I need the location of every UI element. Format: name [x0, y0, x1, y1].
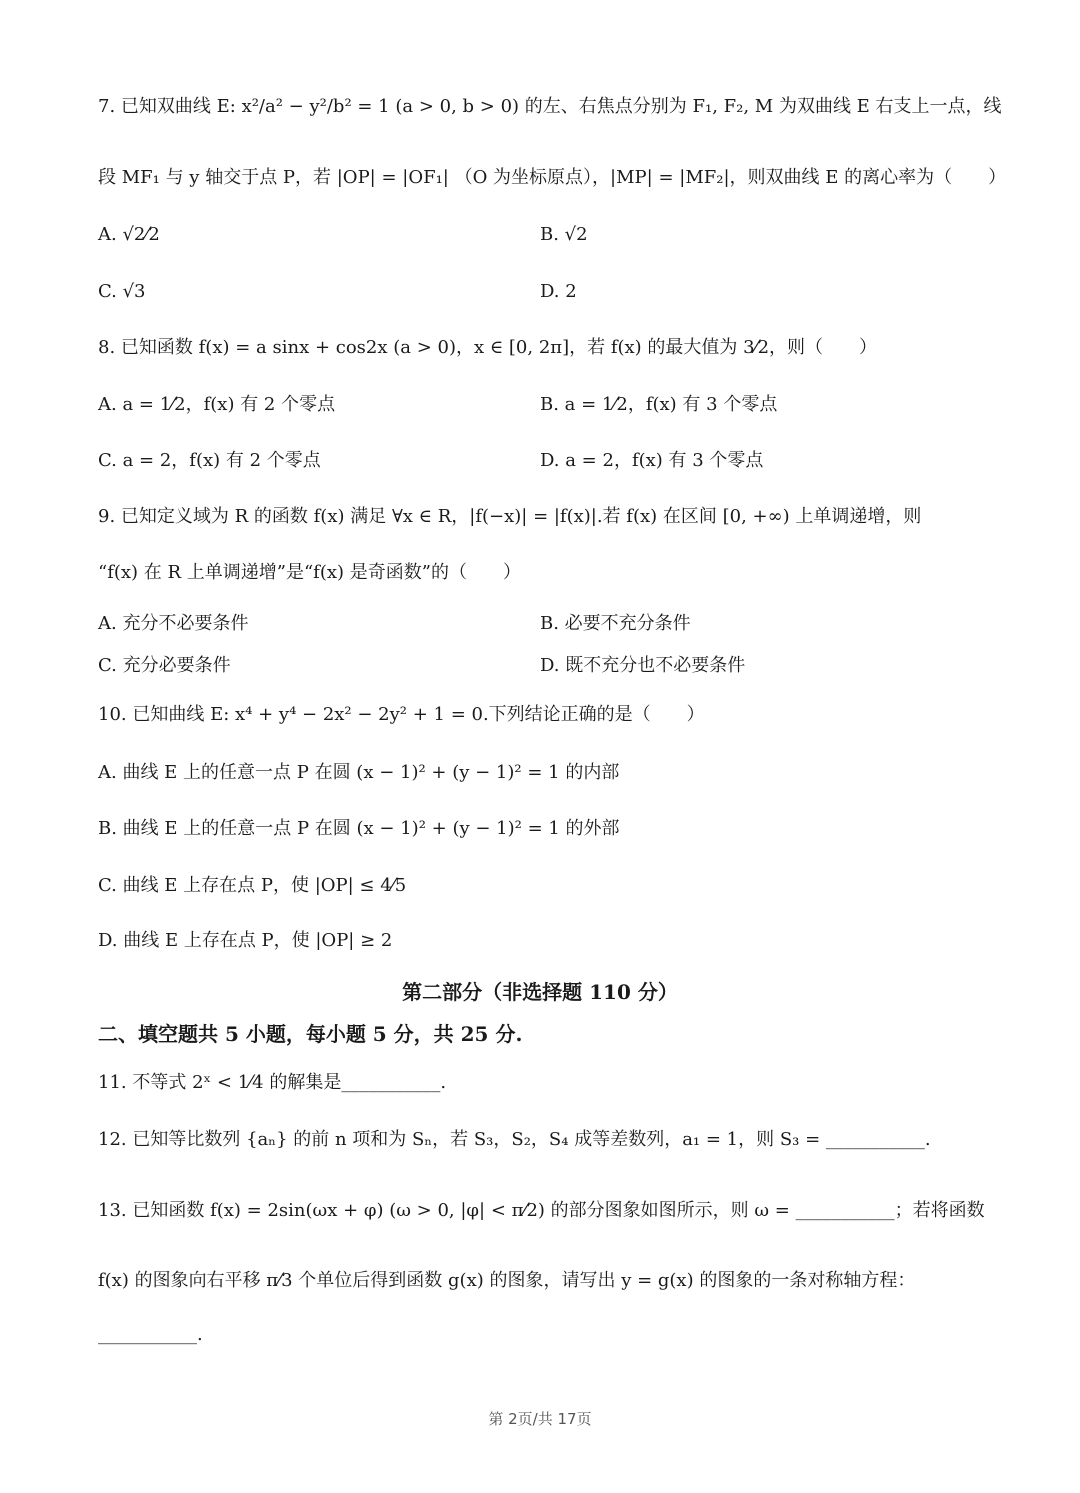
q8-text-1: 已知函数 f(x) = a sinx + cos2x (a > 0)，x ∈ [0, 2π]，若 f(x) 的最大值为 3⁄2，则（ ） — [120, 337, 878, 358]
q13-text-1: 已知函数 f(x) = 2sin(ωx + φ) (ω > 0, |φ| < π⁄2) 的部分图象如图所示，则 ω = ___________；若将函数 — [132, 1200, 985, 1221]
q9-text-1: 已知定义域为 R 的函数 f(x) 满足 ∀x ∈ R，|f(−x)| = |f(x)|.若 f(x) 在区间 [0, +∞) 上单调递增，则 — [120, 506, 922, 527]
part2-title: 第二部分（非选择题 110 分） — [402, 980, 678, 1004]
q8-option-b: B. a = 1⁄2，f(x) 有 3 个零点 — [540, 394, 778, 415]
q8-line-1 — [98, 335, 988, 361]
q7-number: 7. — [98, 96, 116, 117]
q10-option-d: D. 曲线 E 上存在点 P，使 |OP| ≥ 2 — [98, 930, 393, 951]
q11-text-1: 不等式 2ˣ < 1⁄4 的解集是___________. — [132, 1072, 447, 1093]
q10-option-a: A. 曲线 E 上的任意一点 P 在圆 (x − 1)² + (y − 1)² = 1 的内部 — [98, 762, 620, 783]
q7-option-c: C. √3 — [98, 281, 146, 302]
q12-line-1 — [98, 1127, 988, 1153]
q8-number: 8. — [98, 337, 116, 358]
q9-option-d: D. 既不充分也不必要条件 — [540, 655, 746, 676]
q9-option-a: A. 充分不必要条件 — [98, 613, 249, 634]
q11-number: 11. — [98, 1072, 127, 1093]
q10-line-1 — [98, 702, 988, 728]
q13-number: 13. — [98, 1200, 127, 1221]
q13-line-1 — [98, 1198, 988, 1224]
q9-option-b: B. 必要不充分条件 — [540, 613, 691, 634]
q10-text-1: 已知曲线 E: x⁴ + y⁴ − 2x² − 2y² + 1 = 0.下列结论正确的是（ ） — [132, 704, 705, 725]
q9-option-c: C. 充分必要条件 — [98, 655, 231, 676]
q13-line-3 — [98, 1322, 988, 1348]
q9-line-1 — [98, 504, 988, 530]
q12-text-1: 已知等比数列 {aₙ} 的前 n 项和为 Sₙ，若 S₃，S₂，S₄ 成等差数列，a₁ = 1，则 S₃ = ___________. — [132, 1129, 931, 1150]
q10-option-c: C. 曲线 E 上存在点 P，使 |OP| ≤ 4⁄5 — [98, 875, 407, 896]
q13-line-2 — [98, 1268, 988, 1294]
q13-text-2: f(x) 的图象向右平移 π⁄3 个单位后得到函数 g(x) 的图象，请写出 y = g(x) 的图象的一条对称轴方程： — [98, 1270, 916, 1291]
q7-line-1 — [98, 94, 1002, 120]
q9-number: 9. — [98, 506, 116, 527]
q12-number: 12. — [98, 1129, 127, 1150]
q13-text-3: ___________. — [98, 1324, 203, 1345]
q8-option-c: C. a = 2，f(x) 有 2 个零点 — [98, 450, 321, 471]
q7-text-2: 段 MF₁ 与 y 轴交于点 P，若 |OP| = |OF₁| （O 为坐标原点），|MP| = |MF₂|，则双曲线 E 的离心率为（ ） — [98, 167, 1007, 188]
q10-option-b: B. 曲线 E 上的任意一点 P 在圆 (x − 1)² + (y − 1)² = 1 的外部 — [98, 818, 620, 839]
q7-option-b: B. √2 — [540, 224, 588, 245]
part2-heading: 二、填空题共 5 小题，每小题 5 分，共 25 分. — [98, 1022, 523, 1046]
q8-option-a: A. a = 1⁄2，f(x) 有 2 个零点 — [98, 394, 336, 415]
q10-number: 10. — [98, 704, 127, 725]
q7-option-a: A. √2⁄2 — [98, 224, 160, 245]
q11-line-1 — [98, 1070, 988, 1096]
q9-text-2: “f(x) 在 R 上单调递增”是“f(x) 是奇函数”的（ ） — [98, 562, 521, 583]
q7-line-2 — [98, 165, 1007, 191]
q7-text-1: 已知双曲线 E: x²/a² − y²/b² = 1 (a > 0, b > 0) 的左、右焦点分别为 F₁, F₂, M 为双曲线 E 右支上一点，线 — [120, 96, 1002, 117]
q9-line-2 — [98, 560, 988, 586]
page-footer: 第 2页/共 17页 — [488, 1410, 592, 1428]
q8-option-d: D. a = 2，f(x) 有 3 个零点 — [540, 450, 764, 471]
q7-option-d: D. 2 — [540, 281, 577, 302]
